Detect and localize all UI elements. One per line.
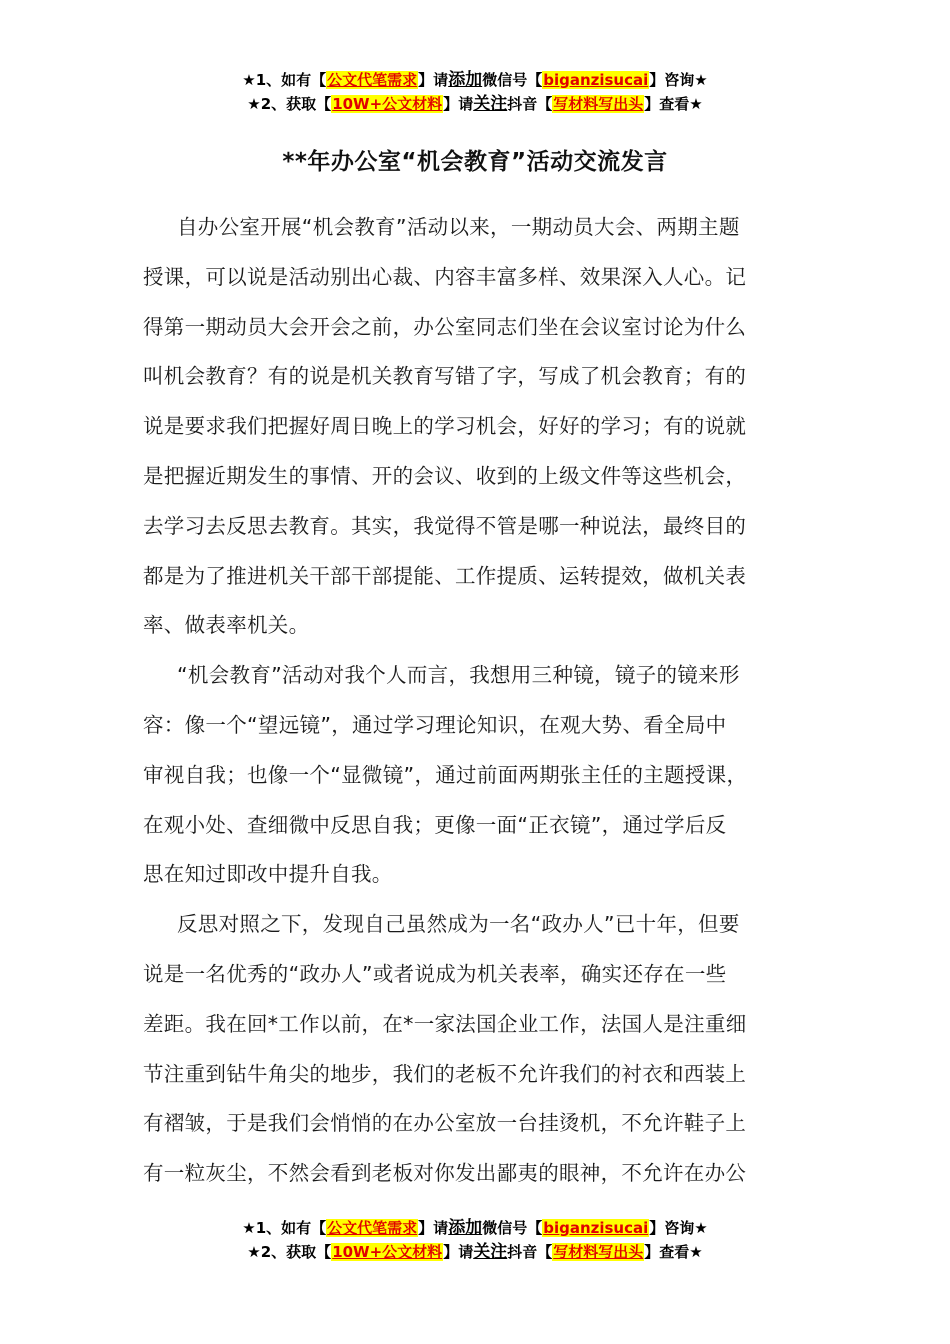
paragraph-line: 都是为了推进机关干部干部提能、工作提质、运转提效，做机关表 (143, 563, 747, 588)
paragraph-line: 有一粒灰尘，不然会看到老板对你发出鄙夷的眼神，不允许在办公 (143, 1161, 747, 1186)
banner-line-1 (0, 68, 950, 92)
banner-text: 】查看★ (644, 1243, 703, 1261)
paragraph-line: “机会教育”活动对我个人而言，我想用三种镜，镜子的镜来形 (177, 663, 740, 688)
document-title: **年办公室“机会教育”活动交流发言 (282, 149, 668, 175)
paragraph-line: 自办公室开展“机会教育”活动以来，一期动员大会、两期主题 (177, 215, 740, 239)
paragraph-line: 差距。我在回*工作以前，在*一家法国企业工作，法国人是注重细 (143, 1011, 747, 1036)
banner-text: 微信号【 (482, 1219, 543, 1237)
document-body (143, 203, 811, 1199)
banner-text: 】请 (443, 95, 474, 113)
banner-text: ★1、如有【 (242, 71, 327, 89)
paragraph-line: 容：像一个“望远镜”，通过学习理论知识，在观大势、看全局中 (143, 712, 727, 737)
banner-text: 】咨询★ (649, 1219, 708, 1237)
banner-text: 】查看★ (644, 95, 703, 113)
banner-text: 微信号【 (482, 71, 543, 89)
banner-emphasis: 关注 (473, 1242, 508, 1262)
banner-highlight: 写材料写出头 (553, 1243, 644, 1261)
banner-text: 抖音【 (507, 1243, 553, 1261)
banner-highlight: 写材料写出头 (553, 95, 644, 113)
banner-highlight: biganzisucai (543, 1219, 649, 1237)
paragraph-line: 有褶皱，于是我们会悄悄的在办公室放一台挂烫机，不允许鞋子上 (143, 1111, 747, 1136)
banner-text: ★1、如有【 (242, 1219, 327, 1237)
paragraph-line: 得第一期动员大会开会之前，办公室同志们坐在会议室讨论为什么 (143, 314, 747, 339)
banner-text: ★2、获取【 (247, 95, 332, 113)
top-banner (0, 68, 950, 116)
banner-highlight: biganzisucai (543, 71, 649, 89)
paragraph-line: 在观小处、查细微中反思自我；更像一面“正衣镜”，通过学后反 (143, 812, 727, 837)
banner-text: 】请 (418, 1219, 449, 1237)
banner-highlight: 公文代笔需求 (327, 1219, 418, 1237)
paragraph-line: 叫机会教育？有的说是机关教育写错了字，写成了机会教育；有的 (143, 364, 747, 389)
banner-highlight: 公文代笔需求 (327, 71, 418, 89)
banner-emphasis: 关注 (473, 94, 508, 114)
banner-highlight: 10W+公文材料 (332, 1243, 443, 1261)
paragraph-line: 授课，可以说是活动别出心裁、内容丰富多样、效果深入人心。记 (143, 264, 747, 289)
banner-emphasis: 添加 (448, 70, 483, 90)
banner-text: 】请 (418, 71, 449, 89)
banner-text: 抖音【 (507, 95, 553, 113)
bottom-banner (0, 1216, 950, 1264)
paragraph-line: 思在知过即改中提升自我。 (143, 862, 393, 887)
banner-emphasis: 添加 (448, 1218, 483, 1238)
paragraph-line: 反思对照之下，发现自己虽然成为一名“政办人”已十年，但要 (177, 912, 740, 937)
paragraph-line: 节注重到钻牛角尖的地步，我们的老板不允许我们的衬衣和西装上 (143, 1061, 747, 1086)
paragraph-line: 说是一名优秀的“政办人”或者说成为机关表率，确实还存在一些 (143, 961, 727, 986)
paragraph-line: 是把握近期发生的事情、开的会议、收到的上级文件等这些机会， (143, 463, 747, 488)
banner-line-1 (0, 1216, 950, 1240)
banner-line-2 (0, 92, 950, 116)
banner-highlight: 10W+公文材料 (332, 95, 443, 113)
banner-line-2 (0, 1240, 950, 1264)
paragraph-line: 审视自我；也像一个“显微镜”，通过前面两期张主任的主题授课， (143, 762, 748, 787)
banner-text: 】请 (443, 1243, 474, 1261)
paragraph-line: 去学习去反思去教育。其实，我觉得不管是哪一种说法，最终目的 (143, 513, 747, 538)
banner-text: ★2、获取【 (247, 1243, 332, 1261)
paragraph-line: 说是要求我们把握好周日晚上的学习机会，好好的学习；有的说就 (143, 414, 747, 439)
banner-text: 】咨询★ (649, 71, 708, 89)
paragraph-line: 率、做表率机关。 (143, 613, 310, 638)
